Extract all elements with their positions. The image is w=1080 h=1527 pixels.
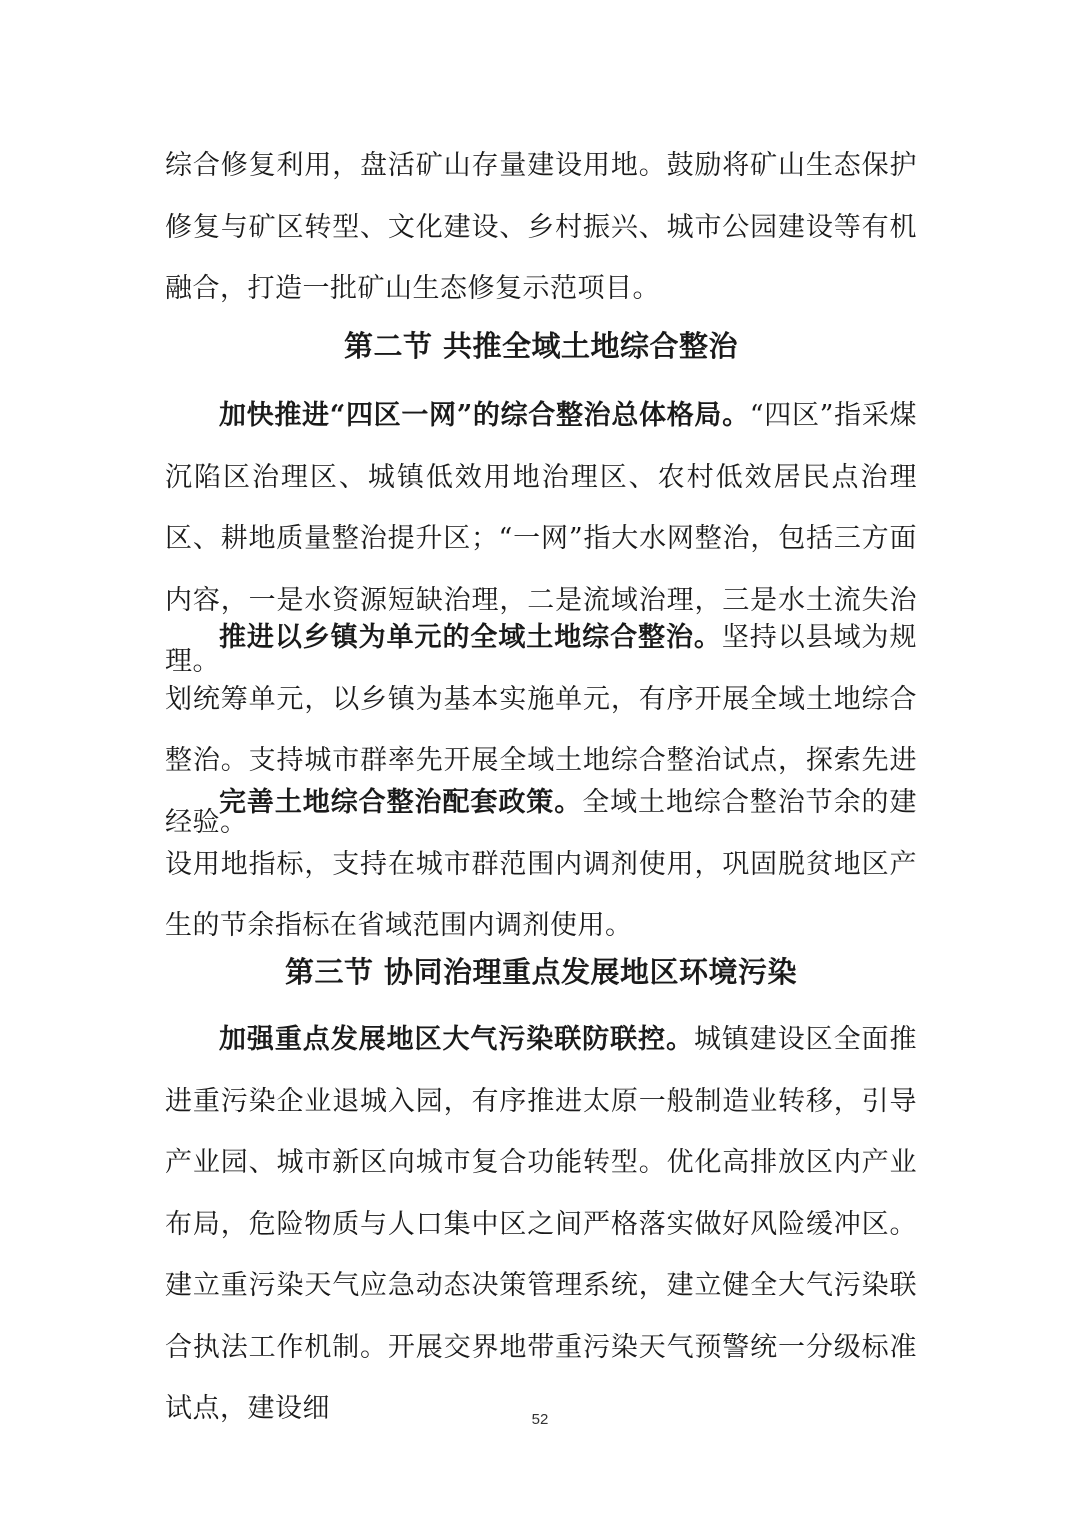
paragraph-text: 城镇建设区全面推进重污染企业退城入园，有序推进太原一般制造业转移，引导产业园、城市新区向城市复合功能转型。优化高排放区内产业布局，危险物质与人口集中区之间严格落实做好风险缓冲区。建立重污染天气应急动态决策管理系统，建立健全大气污染联合执法工作机制。开展交界地带重污染天气预警统一分级标准试点，建设细 [165, 1024, 917, 1424]
paragraph-supporting-policy [165, 772, 917, 957]
paragraph-lead: 完善土地综合整治配套政策。 [219, 787, 583, 818]
paragraph-text: “四区”指采煤沉陷区治理区、城镇低效用地治理区、农村低效居民点治理区、耕地质量整治提升区；“一网”指大水网整治，包括三方面内容，一是水资源短缺治理，二是流域治理，三是水土流失治理。 [165, 400, 918, 677]
page-number: 52 [531, 1411, 549, 1428]
section-heading-3: 第三节 协同治理重点发展地区环境污染 [284, 955, 798, 989]
paragraph-air-pollution [165, 1009, 917, 1440]
paragraph-text: 坚持以县域为规划统筹单元，以乡镇为基本实施单元，有序开展全域土地综合整治。支持城市群率先开展全域土地综合整治试点，探索先进经验。 [165, 622, 917, 838]
paragraph-lead: 加快推进“四区一网”的综合整治总体格局。 [219, 400, 750, 431]
paragraph-lead: 加强重点发展地区大气污染联防联控。 [219, 1024, 694, 1055]
paragraph-text: 全域土地综合整治节余的建设用地指标，支持在城市群范围内调剂使用，巩固脱贫地区产生的节余指标在省域范围内调剂使用。 [165, 787, 917, 941]
paragraph-text: 综合修复利用，盘活矿山存量建设用地。鼓励将矿山生态保护修复与矿区转型、文化建设、乡村振兴、城市公园建设等有机融合，打造一批矿山生态修复示范项目。 [165, 150, 917, 304]
section-heading-2: 第二节 共推全域土地综合整治 [343, 329, 739, 363]
paragraph-lead: 推进以乡镇为单元的全域土地综合整治。 [219, 622, 722, 653]
paragraph-continuation [165, 135, 917, 320]
